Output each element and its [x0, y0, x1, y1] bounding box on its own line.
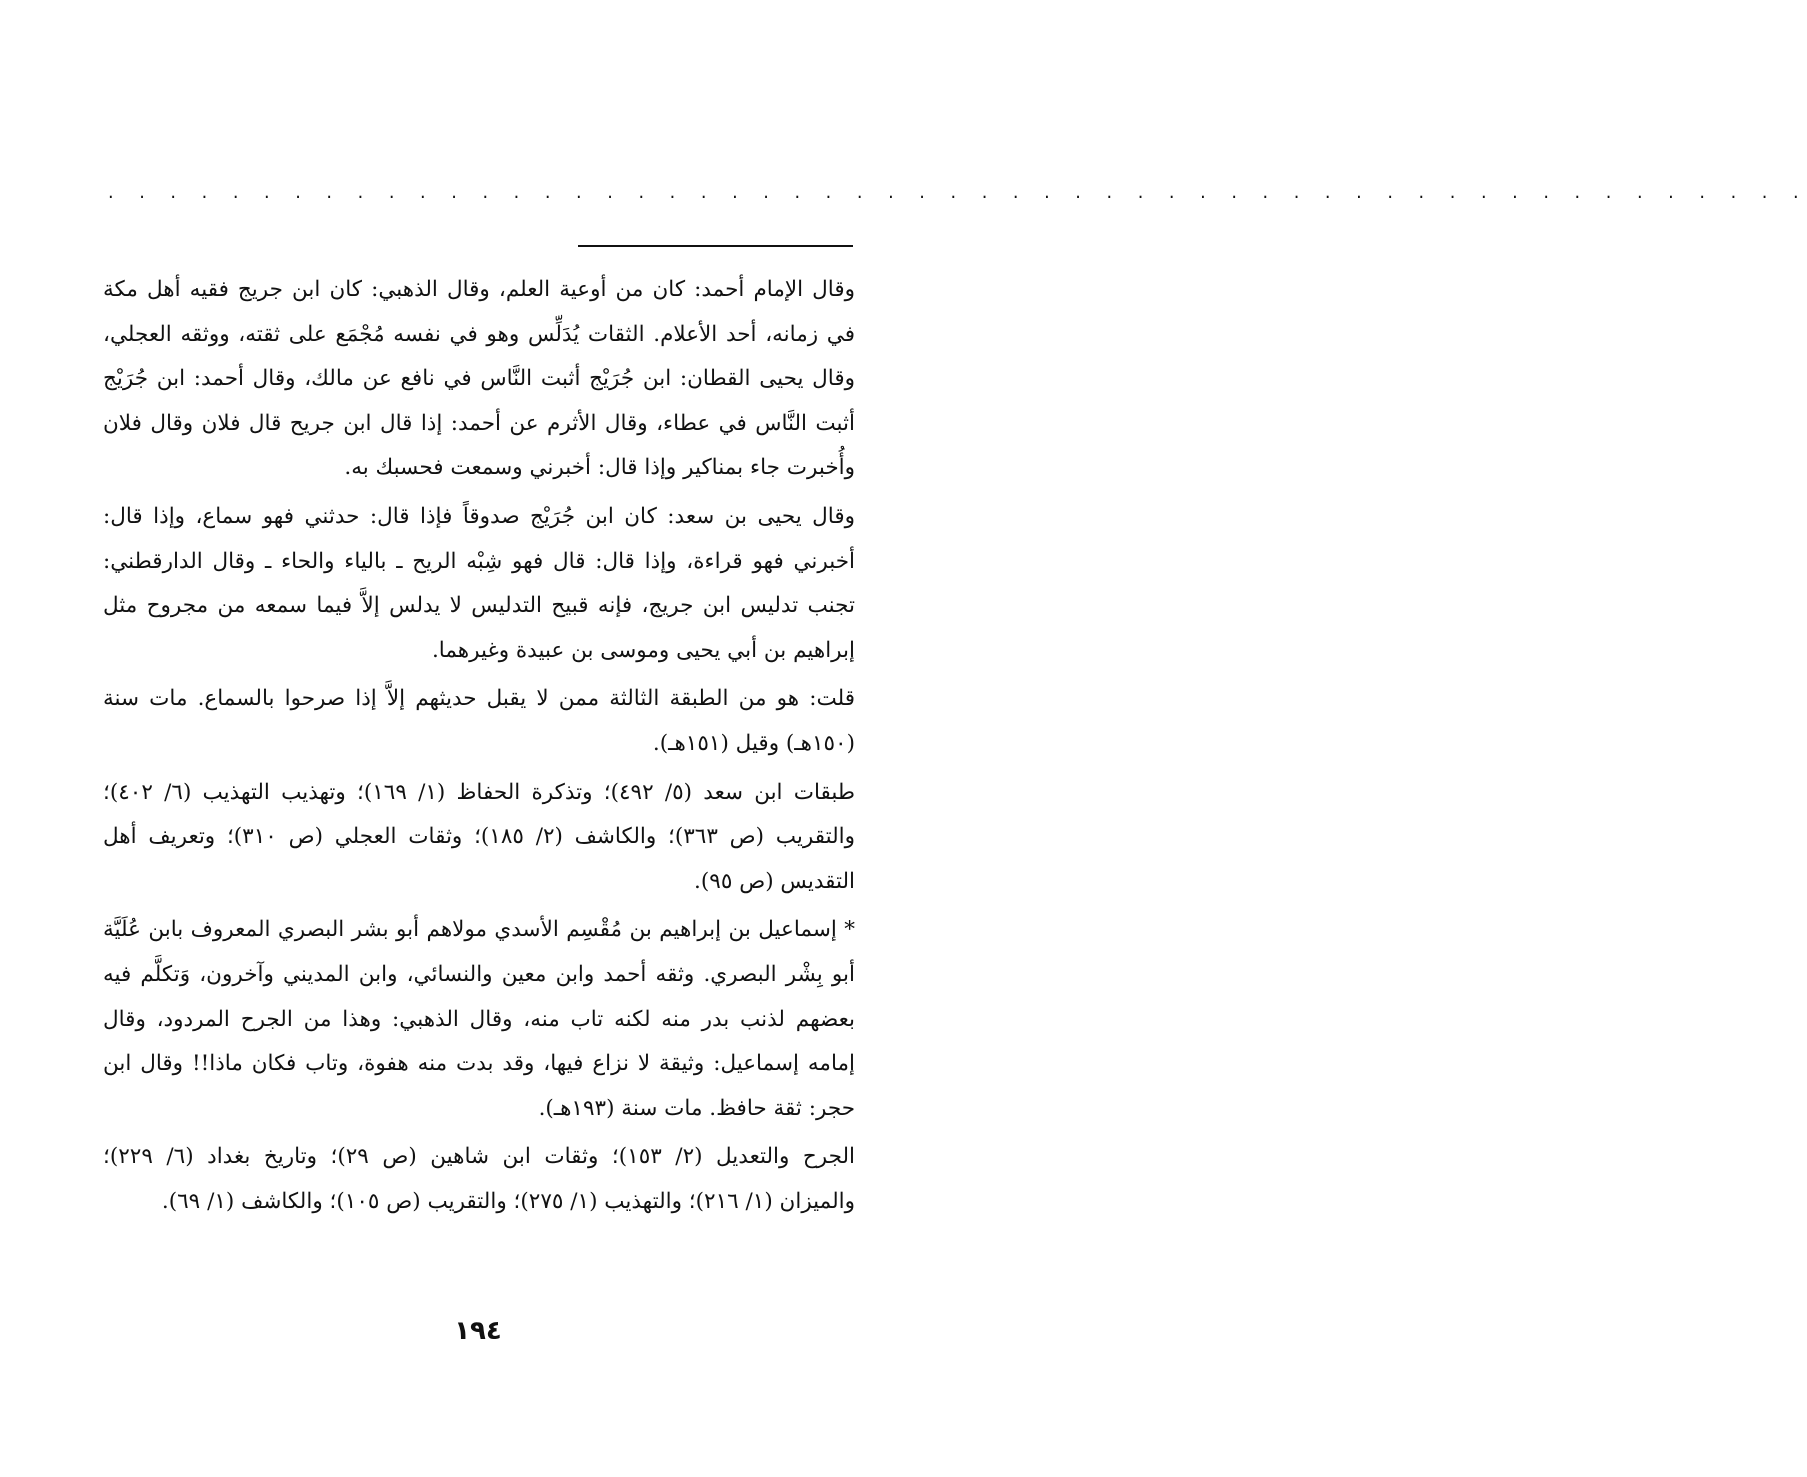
- page-number: ١٩٤: [454, 1316, 502, 1346]
- footnote-text: [103, 268, 855, 1224]
- paragraph-ibn-jurayj-praise: وقال الإمام أحمد: كان من أوعية العلم، وقال الذهبي: كان ابن جريج فقيه أهل مكة في زمانه، أحد الأعلام. الثقات يُدَلِّس وهو في نفسه مُجْمَع على ثقته، ووثقه العجلي، وقال يحيى القطان: ابن جُرَيْج أثبت النَّاس في نافع عن مالك، وقال أحمد: ابن جُرَيْج أثبت النَّاس في عطاء، وقال الأثرم عن أحمد: إذا قال ابن جريح قال فلان وقال فلان وأُخبرت جاء بمناكير وإذا قال: أخبرني وسمعت فحسبك به.: [103, 277, 855, 481]
- paragraph-references-ismail: الجرح والتعديل (٢/ ١٥٣)؛ وثقات ابن شاهين (ص ٢٩)؛ وتاريخ بغداد (٦/ ٢٢٩)؛ والميزان (١/ ٢١٦)؛ والتهذيب (١/ ٢٧٥)؛ والتقريب (ص ١٠٥)؛ والكاشف (١/ ٦٩).: [103, 1144, 856, 1214]
- paragraph-ismail-ibn-ulayya: * إسماعيل بن إبراهيم بن مُقْسِم الأسدي مولاهم أبو بشر البصري المعروف بابن عُلَيَّة أبو بِشْر البصري. وثقه أحمد وابن معين والنسائي، وابن المديني وآخرون، وَتكلَّم فيه بعضهم لذنب بدر منه لكنه تاب منه، وقال الذهبي: وهذا من الجرح المردود، وقال إمامه إسماعيل: وثيقة لا نزاع فيها، وقد بدت منه هفوة، وتاب فكان ماذا!! وقال ابن حجر: ثقة حافظ. مات سنة (١٩٣هـ).: [103, 917, 855, 1121]
- paragraph-author-note: قلت: هو من الطبقة الثالثة ممن لا يقبل حديثهم إلاَّ إذا صرحوا بالسماع. مات سنة (١٥٠هـ) وقيل (١٥١هـ).: [103, 686, 855, 756]
- footnote-rule: [578, 245, 853, 247]
- dotted-separator: . . . . . . . . . . . . . . . . . . . . . . . . . . . . . . . . . . . . . . . . . . . . . . . . . . . . . . .: [106, 185, 1807, 203]
- paragraph-yahya-ibn-saad: وقال يحيى بن سعد: كان ابن جُرَيْج صدوقاً فإذا قال: حدثني فهو سماع، وإذا قال: أخبرني فهو قراءة، وإذا قال: قال فهو شِبْه الريح ـ بالياء والحاء ـ وقال الدارقطني: تجنب تدليس ابن جريج، فإنه قبيح التدليس لا يدلس إلاَّ فيما سمعه من مجروح مثل إبراهيم بن أبي يحيى وموسى بن عبيدة وغيرهما.: [103, 503, 855, 663]
- paragraph-references-ibn-jurayj: طبقات ابن سعد (٥/ ٤٩٢)؛ وتذكرة الحفاظ (١/ ١٦٩)؛ وتهذيب التهذيب (٦/ ٤٠٢)؛ والتقريب (ص ٣٦٣)؛ والكاشف (٢/ ١٨٥)؛ وثقات العجلي (ص ٣١٠)؛ وتعريف أهل التقديس (ص ٩٥).: [103, 779, 856, 894]
